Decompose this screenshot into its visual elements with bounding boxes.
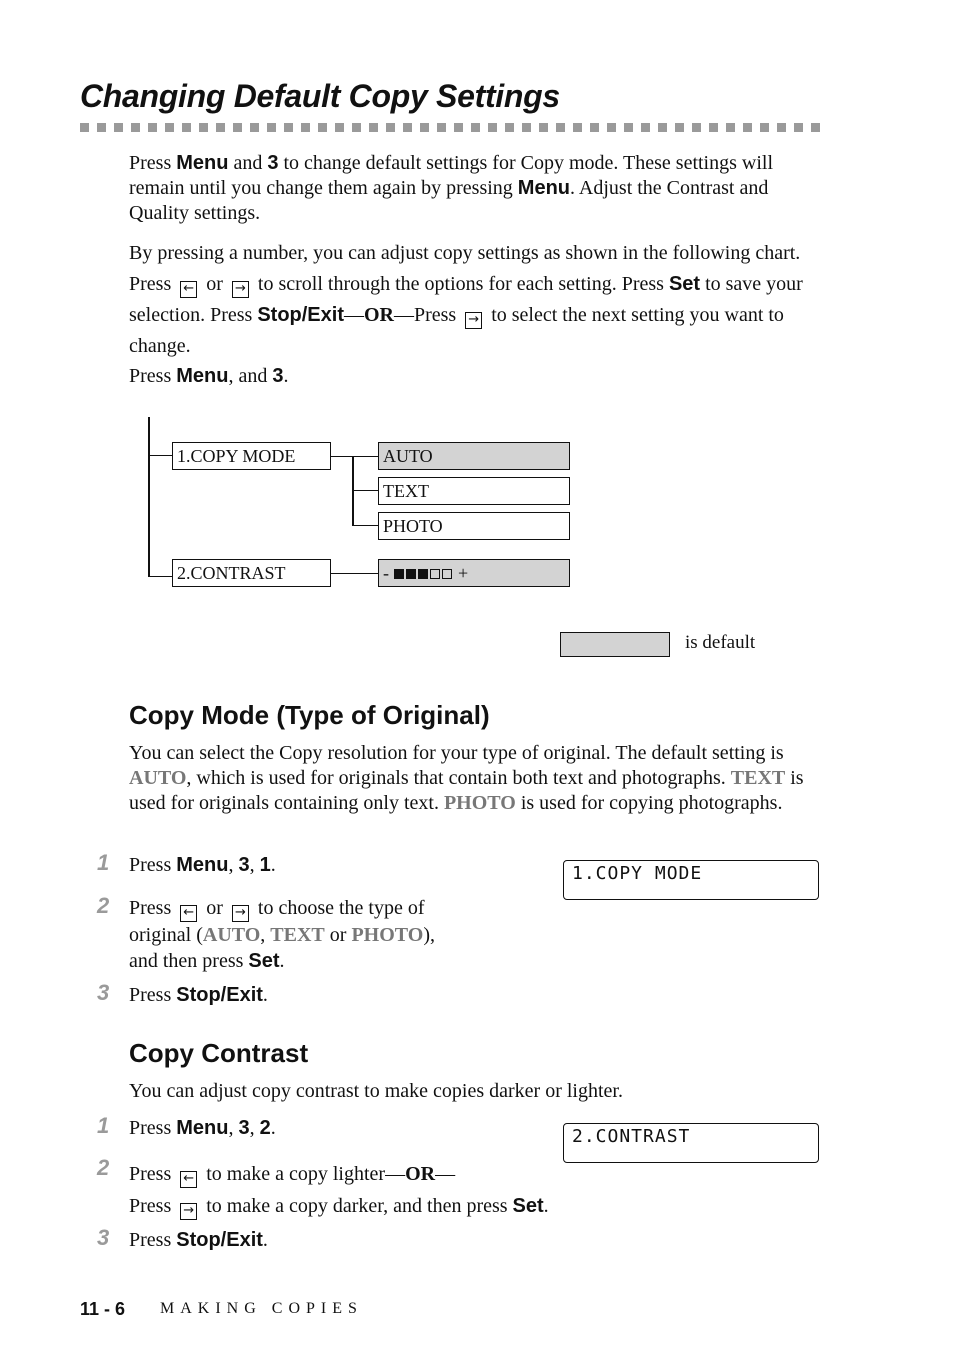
right-arrow-key-icon: → <box>232 281 249 298</box>
step-number: 3 <box>97 1225 110 1250</box>
copy-mode-step-1: Press Menu, 3, 1. <box>129 854 276 876</box>
intro-paragraph-2: By pressing a number, you can adjust copy settings as shown in the following chart. Press ← or → to scroll through the options for each setting. Press Set to save your selection. Press Stop/Exit—OR—Press → to select the next setting you want to change. <box>129 242 803 357</box>
menu-item-contrast: 2.CONTRAST <box>172 559 331 587</box>
step-number: 1 <box>97 850 110 875</box>
contrast-level-indicator <box>394 563 454 583</box>
page-number: 11 - 6 <box>80 1299 126 1319</box>
right-arrow-key-icon: → <box>465 312 482 329</box>
copy-contrast-step-1: Press Menu, 3, 2. <box>129 1117 276 1139</box>
right-arrow-key-icon: → <box>180 1203 197 1220</box>
copy-mode-step-2: Press ← or → to choose the type of original (AUTO, TEXT or PHOTO), and then press Set. <box>129 897 435 972</box>
lcd-display-contrast: 2.CONTRAST <box>563 1123 819 1163</box>
option-text: TEXT <box>378 477 570 505</box>
left-arrow-key-icon: ← <box>180 281 197 298</box>
lcd-display-copy-mode: 1.COPY MODE <box>563 860 819 900</box>
copy-mode-step-3: Press Stop/Exit. <box>129 984 268 1006</box>
left-arrow-key-icon: ← <box>180 905 197 922</box>
copy-contrast-heading: Copy Contrast <box>129 1038 309 1068</box>
page-title: Changing Default Copy Settings <box>80 78 560 114</box>
option-photo: PHOTO <box>378 512 570 540</box>
default-legend-label: is default <box>685 632 756 653</box>
option-auto: AUTO <box>378 442 570 470</box>
left-arrow-key-icon: ← <box>180 1171 197 1188</box>
copy-contrast-step-2: Press ← to make a copy lighter—OR— Press → to make a copy darker, and then press Set. <box>129 1163 549 1218</box>
step-number: 2 <box>97 893 110 918</box>
menu-item-copy-mode: 1.COPY MODE <box>172 442 331 470</box>
copy-contrast-description: You can adjust copy contrast to make copies darker or lighter. <box>129 1080 623 1102</box>
intro-paragraph-3: Press Menu, and 3. <box>129 365 289 387</box>
step-number: 3 <box>97 980 110 1005</box>
intro-paragraph-1: Press Menu and 3 to change default settings for Copy mode. These settings will remain until you change them again by pressing Menu. Adjust the Contrast and Quality settings. <box>129 152 774 224</box>
copy-mode-heading: Copy Mode (Type of Original) <box>129 700 490 730</box>
copy-contrast-step-3: Press Stop/Exit. <box>129 1229 268 1251</box>
option-contrast-scale: - + <box>378 559 570 587</box>
chapter-title: MAKING COPIES <box>160 1300 363 1317</box>
copy-mode-description: You can select the Copy resolution for your type of original. The default setting is AUTO, which is used for originals that contain both text and photographs. TEXT is used for originals containing only text. PHOTO is used for copying photographs. <box>129 742 804 814</box>
right-arrow-key-icon: → <box>232 905 249 922</box>
default-legend-swatch <box>560 632 670 657</box>
step-number: 2 <box>97 1155 110 1180</box>
step-number: 1 <box>97 1113 110 1138</box>
